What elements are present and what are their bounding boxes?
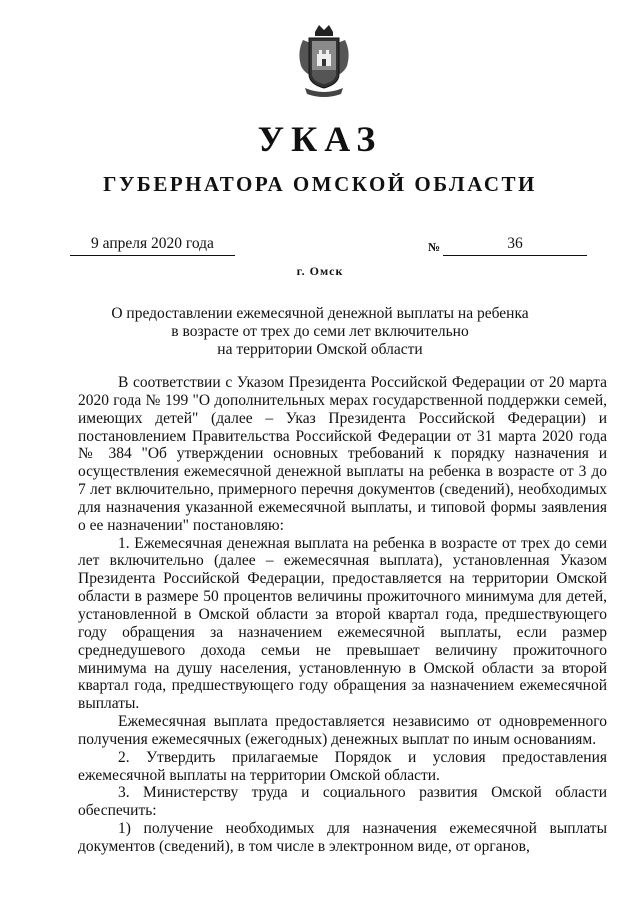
decree-title: УКАЗ — [257, 119, 383, 159]
paragraph: 1. Ежемесячная денежная выплата на ребенка в возрасте от трех до семи лет включительно (далее – ежемесячная выплата), установленная Указом Президента Российской Федерации, предоставляется на территории Омской области в размере 50 процентов величины прожиточного минимума для детей, установленной в Омской области за второй квартал года, предшествующего году обращения за назначением ежемесячной выплаты, если размер среднедушевого дохода семьи не превышает величину прожиточного минимума на душу населения, установленную в Омской области за второй квартал года, предшествующего году обращения за назначением ежемесячной выплаты. — [78, 534, 607, 713]
number-label: № — [428, 240, 441, 254]
decree-number: 36 — [443, 235, 587, 256]
coat-of-arms-icon — [295, 22, 353, 100]
paragraph: 3. Министерству труда и социального развития Омской области обеспечить: — [78, 784, 607, 820]
paragraph: В соответствии с Указом Президента Российской Федерации от 20 марта 2020 года № 199 "О дополнительных мерах государственной поддержки семей, имеющих детей" (далее – Указ Президента Российской Федерации) и постановлением Правительства Российской Федерации от 31 марта 2020 года № 384 "Об утверждении основных требований к порядку назначения и осуществления ежемесячной денежной выплаты на ребенка в возрасте от 3 до 7 лет включительно, примерного перечня документов (сведений), необходимых для назначения указанной ежемесячной выплаты, и типовой формы заявления о ее назначении" постановляю: — [78, 374, 607, 534]
decree-body — [78, 374, 607, 856]
decree-date: 9 апреля 2020 года — [70, 235, 235, 256]
heading-line: О предоставлении ежемесячной денежной выплаты на ребенка — [111, 305, 529, 322]
heading-line: на территории Омской области — [217, 341, 423, 358]
decree-issuer: ГУБЕРНАТОРА ОМСКОЙ ОБЛАСТИ — [103, 172, 537, 196]
decree-city: г. Омск — [296, 264, 344, 278]
paragraph: 1) получение необходимых для назначения ежемесячной выплаты документов (сведений), в том числе в электронном виде, от органов, — [78, 820, 607, 855]
paragraph: 2. Утвердить прилагаемые Порядок и условия предоставления ежемесячной выплаты на территории Омской области. — [78, 748, 607, 784]
paragraph: Ежемесячная выплата предоставляется независимо от одновременного получения ежемесячных (ежегодных) денежных выплат по иным основаниям. — [78, 713, 607, 748]
decree-heading — [0, 305, 640, 359]
heading-line: в возрасте от трех до семи лет включительно — [171, 323, 469, 340]
